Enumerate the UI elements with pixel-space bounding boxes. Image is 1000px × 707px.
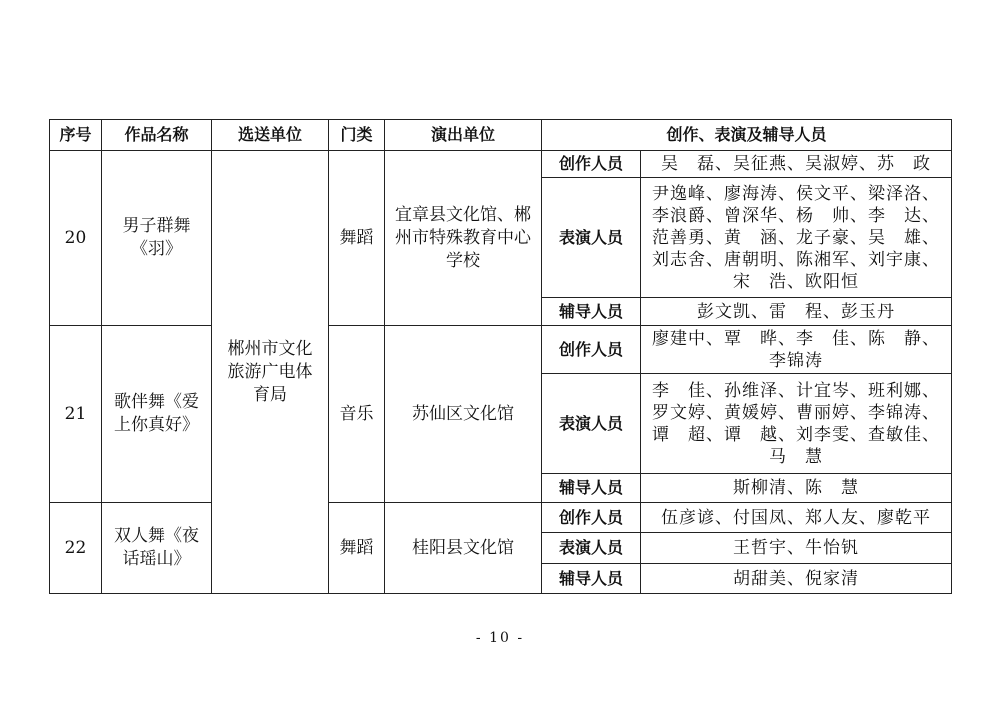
entry-category: 音乐 [329, 326, 385, 503]
table-row [50, 151, 952, 178]
table-row [50, 326, 952, 374]
header-performer: 演出单位 [385, 120, 542, 151]
role-names: 廖建中、覃 晔、李 佳、陈 静、李锦涛 [641, 326, 952, 374]
entry-num: 22 [50, 503, 102, 594]
entry-performer [385, 503, 542, 594]
role-names: 尹逸峰、廖海涛、侯文平、梁泽洛、李浪爵、曾深华、杨 帅、李 达、范善勇、黄 涵、龙子豪、吴 雄、刘志舍、唐朝明、陈湘军、刘宇康、宋 浩、欧阳恒 [641, 178, 952, 298]
entry-performer [385, 326, 542, 503]
role-label: 辅导人员 [542, 474, 641, 503]
role-label: 表演人员 [542, 533, 641, 564]
shared-unit [212, 151, 329, 594]
header-category: 门类 [329, 120, 385, 151]
entry-work-text: 双人舞《夜话瑶山》 [114, 526, 199, 569]
role-label: 创作人员 [542, 503, 641, 533]
entry-num: 21 [50, 326, 102, 503]
entry-work [102, 326, 212, 503]
entry-work-text: 男子群舞《羽》 [122, 216, 191, 259]
role-label: 表演人员 [542, 178, 641, 298]
role-names: 彭文凯、雷 程、彭玉丹 [641, 298, 952, 326]
role-label: 表演人员 [542, 374, 641, 474]
role-names: 吴 磊、吴征燕、吴淑婷、苏 政 [641, 151, 952, 178]
role-label: 辅导人员 [542, 298, 641, 326]
shared-unit-text: 郴州市文化旅游广电体育局 [227, 338, 313, 405]
role-names: 王哲宇、牛怡钒 [641, 533, 952, 564]
entry-performer-text: 苏仙区文化馆 [412, 403, 514, 424]
role-names: 斯柳清、陈 慧 [641, 474, 952, 503]
roster-table [49, 119, 952, 594]
header-staff: 创作、表演及辅导人员 [542, 120, 952, 151]
role-label: 创作人员 [542, 151, 641, 178]
entry-performer-text: 桂阳县文化馆 [412, 537, 514, 558]
entry-work-text: 歌伴舞《爱上你真好》 [114, 392, 199, 435]
entry-work [102, 151, 212, 326]
entry-work [102, 503, 212, 594]
header-work: 作品名称 [102, 120, 212, 151]
header-num: 序号 [50, 120, 102, 151]
header-row [50, 120, 952, 151]
header-unit: 选送单位 [212, 120, 329, 151]
role-names: 李 佳、孙维泽、计宜岑、班利娜、罗文婷、黄媛婷、曹丽婷、李锦涛、谭 超、谭 越、刘李雯、查敏佳、马 慧 [641, 374, 952, 474]
entry-performer [385, 151, 542, 326]
page-number: - 10 - [475, 630, 525, 646]
table-row [50, 503, 952, 533]
entry-performer-text: 宜章县文化馆、郴州市特殊教育中心学校 [395, 204, 531, 271]
role-label: 创作人员 [542, 326, 641, 374]
entry-category: 舞蹈 [329, 151, 385, 326]
role-names: 伍彦谚、付国凤、郑人友、廖乾平 [641, 503, 952, 533]
role-names: 胡甜美、倪家清 [641, 564, 952, 594]
entry-num: 20 [50, 151, 102, 326]
entry-category: 舞蹈 [329, 503, 385, 594]
role-label: 辅导人员 [542, 564, 641, 594]
